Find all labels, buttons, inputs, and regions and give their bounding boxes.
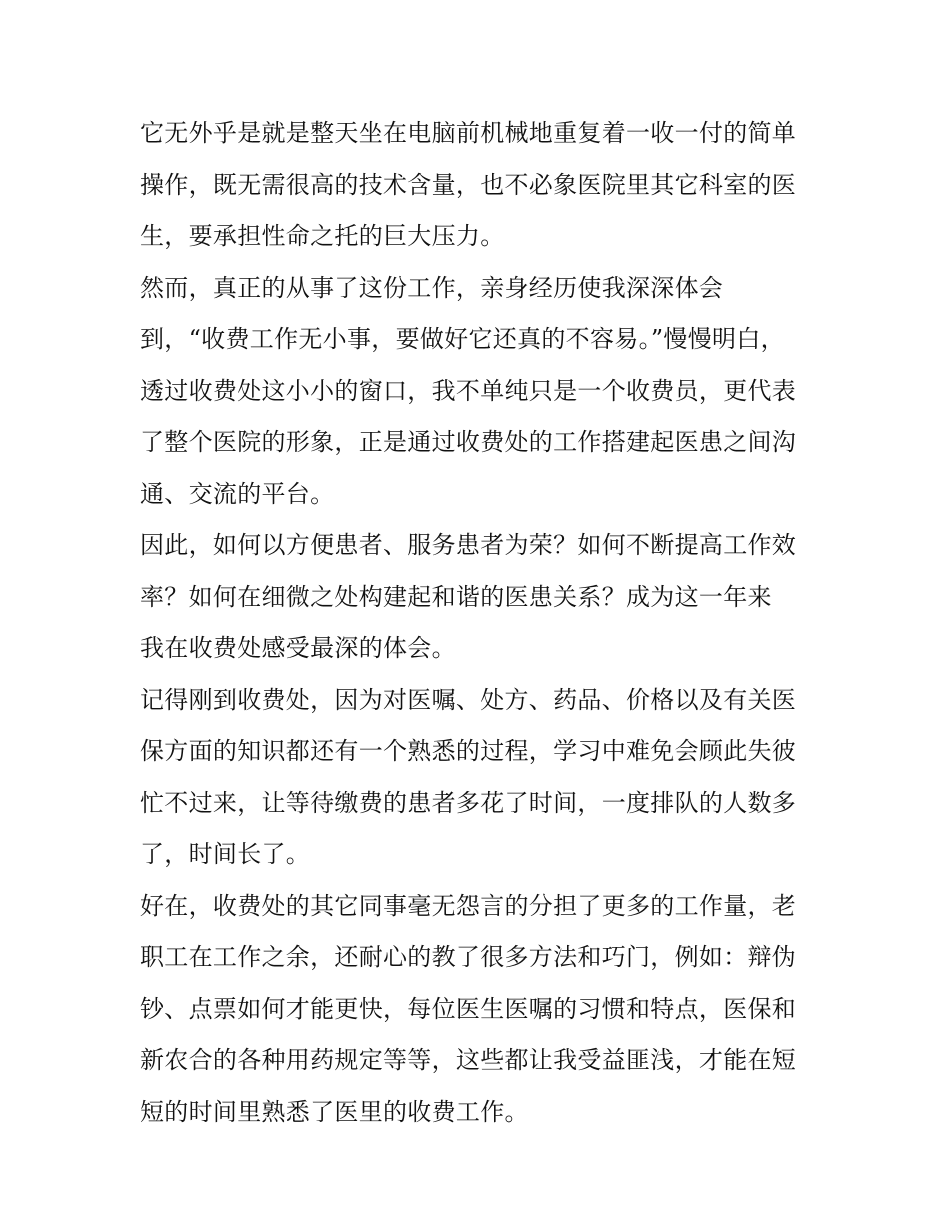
text-line: 了，时间长了。 [140, 840, 311, 868]
text-line: 我在收费处感受最深的体会。 [140, 634, 456, 662]
text-line: 了整个医院的形象，正是通过收费处的工作搭建起医患之间沟 [140, 428, 797, 456]
text-line: 操作，既无需很高的技术含量，也不必象医院里其它科室的医 [140, 170, 797, 199]
text-line: 短的时间里熟悉了医里的收费工作。 [140, 1097, 529, 1126]
paragraph-5 [140, 881, 812, 1139]
text-line: 透过收费处这小小的窗口，我不单纯只是一个收费员，更代表 [140, 376, 797, 405]
document-body [140, 108, 812, 1138]
text-line: 因此，如何以方便患者、服务患者为荣？如何不断提高工作效 [140, 531, 797, 559]
text-line: 保方面的知识都还有一个熟悉的过程，学习中难免会顾此失彼 [140, 737, 797, 765]
paragraph-4 [140, 675, 812, 881]
text-line: 它无外乎是就是整天坐在电脑前机械地重复着一收一付的简单 [140, 119, 797, 147]
text-line: 通、交流的平台。 [140, 479, 335, 508]
paragraph-1 [140, 108, 812, 263]
text-line: 记得刚到收费处，因为对医嘱、处方、药品、价格以及有关医 [140, 685, 797, 714]
text-line: 新农合的各种用药规定等等，这些都让我受益匪浅，才能在短 [140, 1046, 797, 1074]
text-line: 然而，真正的从事了这份工作，亲身经历使我深深体会 [140, 273, 724, 302]
text-line: 钞、点票如何才能更快，每位医生医嘱的习惯和特点，医保和 [140, 994, 797, 1023]
text-line: 职工在工作之余，还耐心的教了很多方法和巧门，例如：辩伪 [140, 943, 797, 971]
text-line: 到，“收费工作无小事，要做好它还真的不容易。”慢慢明白， [140, 325, 785, 353]
text-line: 好在，收费处的其它同事毫无怨言的分担了更多的工作量，老 [140, 891, 797, 920]
paragraph-3 [140, 520, 812, 675]
text-line: 忙不过来，让等待缴费的患者多花了时间，一度排队的人数多 [140, 788, 797, 817]
paragraph-2 [140, 263, 812, 521]
text-line: 率？如何在细微之处构建起和谐的医患关系？成为这一年来 [140, 582, 772, 611]
text-line: 生，要承担性命之托的巨大压力。 [140, 222, 505, 250]
